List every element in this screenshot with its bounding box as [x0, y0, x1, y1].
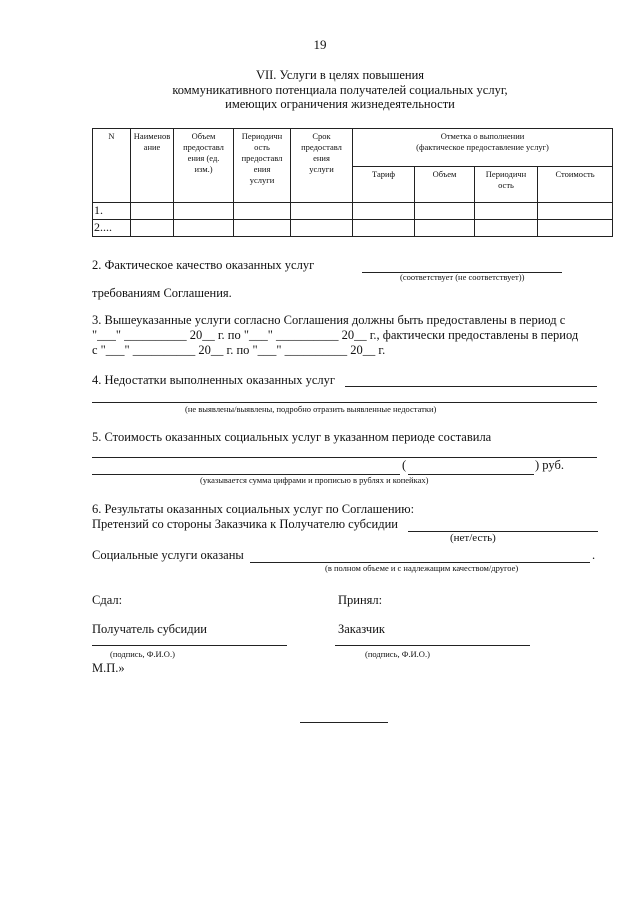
quality-continuation: требованиям Соглашения.	[92, 286, 232, 300]
page-number: 19	[313, 37, 327, 52]
claims-field[interactable]	[408, 531, 598, 532]
rendered-label: Социальные услуги оказаны	[92, 548, 244, 562]
table-row: 2....	[93, 220, 613, 237]
period-line-2: "___" __________ 20__ г. по "___" __________ 20__ г., фактически предоставлены в период	[92, 328, 579, 342]
cost-hint: (указывается сумма цифрами и прописью в рублях и копейках)	[200, 475, 429, 485]
col-n-header: N	[93, 129, 131, 203]
customer-label: Заказчик	[338, 622, 385, 636]
claims-label: Претензий со стороны Заказчика к Получателю субсидии	[92, 517, 398, 531]
table-row: 1.	[93, 203, 613, 220]
cost-paren-close: ) руб.	[535, 458, 564, 472]
recipient-signature-line[interactable]	[92, 645, 287, 646]
period-paragraph	[92, 313, 612, 358]
cost-field[interactable]	[92, 457, 597, 458]
quality-hint: (соответствует (не соответствует))	[400, 272, 525, 282]
sub-cost-header: Стоимость	[538, 167, 613, 203]
customer-signature-hint: (подпись, Ф.И.О.)	[365, 649, 430, 659]
sub-volume-header: Объем	[415, 167, 475, 203]
recipient-signature-hint: (подпись, Ф.И.О.)	[110, 649, 175, 659]
cost-label: 5. Стоимость оказанных социальных услуг в указанном периоде составила	[92, 430, 492, 444]
accepted-label: Принял:	[338, 593, 383, 607]
customer-signature-line[interactable]	[335, 645, 530, 646]
defects-label: 4. Недостатки выполненных оказанных услуг	[92, 373, 336, 387]
services-table	[92, 128, 613, 237]
heading-line-2: коммуникативного потенциала получателей социальных услуг,	[172, 82, 508, 97]
stamp-label: М.П.»	[92, 661, 125, 675]
sub-period-header: Периодичн ость	[475, 167, 538, 203]
col-name-header: Наименов ание	[131, 129, 174, 203]
defects-hint: (не выявлены/выявлены, подробно отразить выявленные недостатки)	[185, 404, 437, 414]
section-heading	[0, 68, 640, 112]
period-line-3: с "___" __________ 20__ г. по "___" __________ 20__ г.	[92, 343, 386, 357]
cost-paren-open: (	[402, 458, 407, 472]
claims-hint: (нет/есть)	[450, 532, 496, 544]
col-term-header: Срок предоставл ения услуги	[291, 129, 353, 203]
quality-label: 2. Фактическое качество оказанных услуг	[92, 258, 315, 272]
sub-tariff-header: Тариф	[353, 167, 415, 203]
rendered-period: .	[592, 548, 596, 562]
col-period-header: Периодичн ость предоставл ения услуги	[234, 129, 291, 203]
defects-field[interactable]	[345, 386, 597, 387]
heading-line-1: VII. Услуги в целях повышения	[255, 68, 425, 82]
defects-field-2[interactable]	[92, 402, 597, 403]
period-line-1: 3. Вышеуказанные услуги согласно Соглашения должны быть предоставлены в период с	[92, 313, 566, 327]
end-divider	[300, 722, 388, 723]
handed-label: Сдал:	[92, 593, 123, 607]
recipient-label: Получатель субсидии	[92, 622, 207, 636]
col-mark-header: Отметка о выполнении (фактическое предоставление услуг)	[353, 129, 613, 167]
results-title: 6. Результаты оказанных социальных услуг по Соглашению:	[92, 502, 415, 516]
heading-line-3: имеющих ограничения жизнедеятельности	[225, 97, 455, 111]
rendered-hint: (в полном объеме и с надлежащим качеством/другое)	[325, 563, 519, 573]
col-volume-header: Объем предоставл ения (ед. изм.)	[174, 129, 234, 203]
